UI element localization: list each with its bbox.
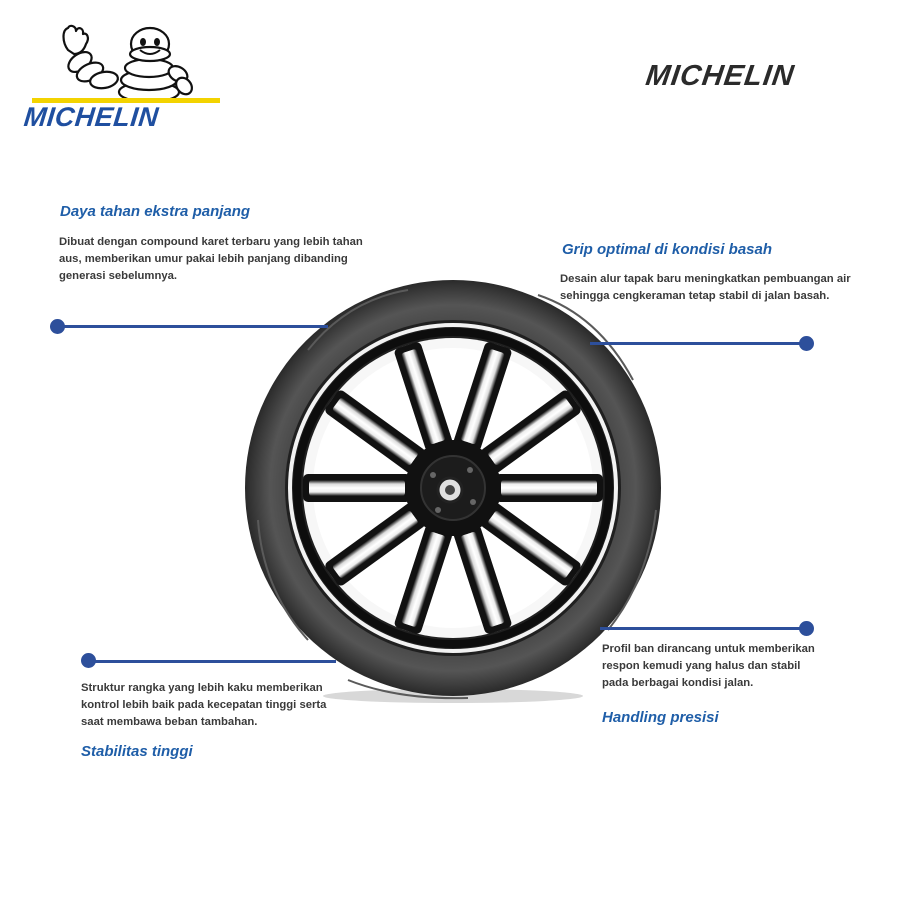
callout-dot-handling [799,621,814,636]
feature-title-stability: Stabilitas tinggi [81,743,193,760]
callout-line-durability [58,325,328,328]
desc-line: Profil ban dirancang untuk memberikan [602,643,815,655]
michelin-logo-left [24,22,219,132]
feature-desc-durability [59,234,363,285]
desc-line: Dibuat dengan compound karet terbaru yang lebih tahan [59,236,363,248]
desc-line: sehingga cengkeraman tetap stabil di jalan basah. [560,290,830,302]
feature-desc-wet-grip [560,271,851,305]
callout-line-wet-grip [590,342,807,345]
callout-line-stability [88,660,336,663]
feature-title-wet-grip: Grip optimal di kondisi basah [562,241,773,258]
feature-title-durability: Daya tahan ekstra panjang [60,203,251,220]
callout-dot-stability [81,653,96,668]
feature-desc-handling [602,641,815,692]
feature-title-handling: Handling presisi [602,709,719,726]
desc-line: aus, memberikan umur pakai lebih panjang dibanding [59,253,348,265]
desc-line: Struktur rangka yang lebih kaku memberikan [81,682,323,694]
desc-line: Desain alur tapak baru meningkatkan pembuangan air [560,273,851,285]
michelin-wordmark-right: MICHELIN [643,60,797,92]
callout-dot-durability [50,319,65,334]
desc-line: saat membawa beban tambahan. [81,716,258,728]
michelin-wordmark-left: MICHELIN [22,102,161,132]
desc-line: pada berbagai kondisi jalan. [602,677,754,689]
michelin-man-icon [54,22,204,100]
desc-line: kontrol lebih baik pada kecepatan tinggi serta [81,699,327,711]
callout-line-handling [600,627,807,630]
desc-line: respon kemudi yang halus dan stabil [602,660,801,672]
desc-line: generasi sebelumnya. [59,270,178,282]
wheel-spoke [495,474,603,502]
callout-dot-wet-grip [799,336,814,351]
wheel-spoke [303,474,411,502]
feature-desc-stability [81,680,326,731]
